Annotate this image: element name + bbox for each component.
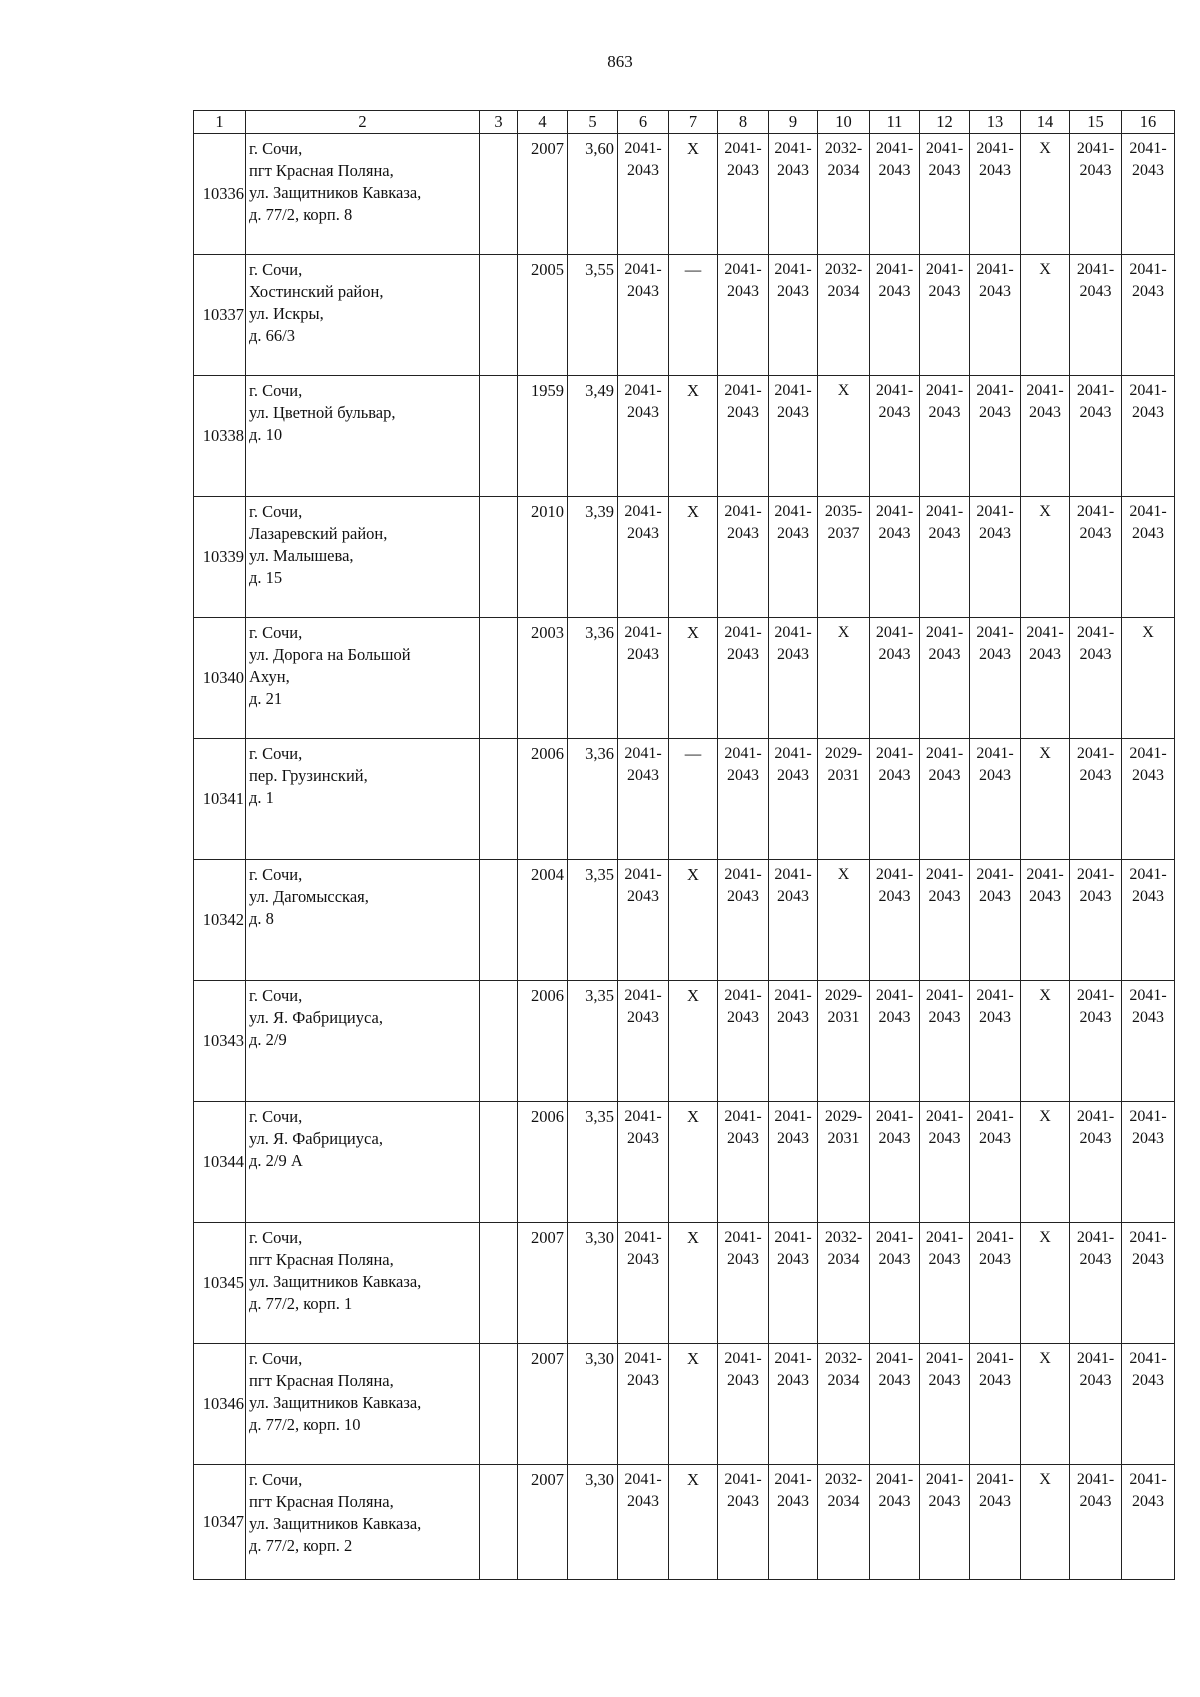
- col16-cell: 2041- 2043: [1122, 134, 1175, 255]
- col3-cell: [480, 376, 518, 497]
- register-table: [193, 110, 1175, 1580]
- value-cell: 3,60: [568, 134, 618, 255]
- col9-cell: 2041- 2043: [769, 739, 818, 860]
- address-cell: г. Сочи, пер. Грузинский, д. 1: [246, 739, 480, 860]
- col15-cell: 2041- 2043: [1070, 618, 1122, 739]
- col7-cell: X: [669, 497, 718, 618]
- col16-cell: 2041- 2043: [1122, 981, 1175, 1102]
- year-cell: 2006: [518, 739, 568, 860]
- col11-cell: 2041- 2043: [870, 860, 920, 981]
- col15-cell: 2041- 2043: [1070, 1102, 1122, 1223]
- col16-cell: 2041- 2043: [1122, 376, 1175, 497]
- address-cell: г. Сочи, ул. Цветной бульвар, д. 10: [246, 376, 480, 497]
- record-number: 10339: [194, 497, 246, 618]
- col8-cell: 2041- 2043: [718, 376, 769, 497]
- col12-cell: 2041- 2043: [920, 1223, 970, 1344]
- col7-cell: X: [669, 1465, 718, 1580]
- col9-cell: 2041- 2043: [769, 1465, 818, 1580]
- col3-cell: [480, 860, 518, 981]
- col7-cell: X: [669, 981, 718, 1102]
- col7-cell: X: [669, 134, 718, 255]
- year-cell: 2005: [518, 255, 568, 376]
- column-header: 2: [246, 111, 480, 134]
- col16-cell: 2041- 2043: [1122, 1465, 1175, 1580]
- col7-cell: X: [669, 376, 718, 497]
- col9-cell: 2041- 2043: [769, 1223, 818, 1344]
- col11-cell: 2041- 2043: [870, 255, 920, 376]
- col14-cell: 2041- 2043: [1021, 376, 1070, 497]
- col16-cell: 2041- 2043: [1122, 1102, 1175, 1223]
- column-header: 13: [970, 111, 1021, 134]
- col3-cell: [480, 618, 518, 739]
- column-header: 15: [1070, 111, 1122, 134]
- col10-cell: 2032- 2034: [818, 1344, 870, 1465]
- col12-cell: 2041- 2043: [920, 1465, 970, 1580]
- column-header: 14: [1021, 111, 1070, 134]
- value-cell: 3,35: [568, 1102, 618, 1223]
- col16-cell: 2041- 2043: [1122, 860, 1175, 981]
- col9-cell: 2041- 2043: [769, 981, 818, 1102]
- col14-cell: X: [1021, 739, 1070, 860]
- column-header-row: [194, 111, 1175, 134]
- col10-cell: 2035- 2037: [818, 497, 870, 618]
- column-header: 10: [818, 111, 870, 134]
- table-row: [194, 860, 1175, 981]
- col13-cell: 2041- 2043: [970, 860, 1021, 981]
- col8-cell: 2041- 2043: [718, 1223, 769, 1344]
- address-cell: г. Сочи, пгт Красная Поляна, ул. Защитников Кавказа, д. 77/2, корп. 10: [246, 1344, 480, 1465]
- table-row: [194, 255, 1175, 376]
- value-cell: 3,36: [568, 618, 618, 739]
- col8-cell: 2041- 2043: [718, 1102, 769, 1223]
- col12-cell: 2041- 2043: [920, 981, 970, 1102]
- col10-cell: 2032- 2034: [818, 255, 870, 376]
- table-row: [194, 1465, 1175, 1580]
- col7-cell: X: [669, 1102, 718, 1223]
- col16-cell: 2041- 2043: [1122, 739, 1175, 860]
- col12-cell: 2041- 2043: [920, 860, 970, 981]
- col3-cell: [480, 1102, 518, 1223]
- year-cell: 2006: [518, 981, 568, 1102]
- value-cell: 3,36: [568, 739, 618, 860]
- col15-cell: 2041- 2043: [1070, 376, 1122, 497]
- col12-cell: 2041- 2043: [920, 497, 970, 618]
- col6-cell: 2041- 2043: [618, 376, 669, 497]
- col8-cell: 2041- 2043: [718, 255, 769, 376]
- col12-cell: 2041- 2043: [920, 739, 970, 860]
- col11-cell: 2041- 2043: [870, 1102, 920, 1223]
- column-header: 16: [1122, 111, 1175, 134]
- record-number: 10341: [194, 739, 246, 860]
- col15-cell: 2041- 2043: [1070, 860, 1122, 981]
- record-number: 10336: [194, 134, 246, 255]
- col7-cell: X: [669, 1344, 718, 1465]
- col11-cell: 2041- 2043: [870, 134, 920, 255]
- col10-cell: 2029- 2031: [818, 981, 870, 1102]
- table-row: [194, 1102, 1175, 1223]
- col12-cell: 2041- 2043: [920, 134, 970, 255]
- col16-cell: 2041- 2043: [1122, 1223, 1175, 1344]
- col8-cell: 2041- 2043: [718, 497, 769, 618]
- col10-cell: 2032- 2034: [818, 1465, 870, 1580]
- column-header: 7: [669, 111, 718, 134]
- year-cell: 2007: [518, 1344, 568, 1465]
- col6-cell: 2041- 2043: [618, 860, 669, 981]
- col15-cell: 2041- 2043: [1070, 1344, 1122, 1465]
- col16-cell: 2041- 2043: [1122, 497, 1175, 618]
- col15-cell: 2041- 2043: [1070, 1223, 1122, 1344]
- col7-cell: X: [669, 860, 718, 981]
- col14-cell: 2041- 2043: [1021, 618, 1070, 739]
- col3-cell: [480, 981, 518, 1102]
- col3-cell: [480, 497, 518, 618]
- year-cell: 2004: [518, 860, 568, 981]
- col9-cell: 2041- 2043: [769, 497, 818, 618]
- year-cell: 2003: [518, 618, 568, 739]
- table-row: [194, 376, 1175, 497]
- value-cell: 3,30: [568, 1465, 618, 1580]
- address-cell: г. Сочи, ул. Дорога на Большой Ахун, д. 21: [246, 618, 480, 739]
- col8-cell: 2041- 2043: [718, 618, 769, 739]
- year-cell: 2010: [518, 497, 568, 618]
- col14-cell: X: [1021, 1465, 1070, 1580]
- col7-cell: X: [669, 1223, 718, 1344]
- col12-cell: 2041- 2043: [920, 1102, 970, 1223]
- col15-cell: 2041- 2043: [1070, 134, 1122, 255]
- col3-cell: [480, 134, 518, 255]
- column-header: 3: [480, 111, 518, 134]
- col10-cell: X: [818, 376, 870, 497]
- col12-cell: 2041- 2043: [920, 1344, 970, 1465]
- year-cell: 1959: [518, 376, 568, 497]
- record-number: 10344: [194, 1102, 246, 1223]
- year-cell: 2007: [518, 134, 568, 255]
- col3-cell: [480, 1223, 518, 1344]
- value-cell: 3,55: [568, 255, 618, 376]
- value-cell: 3,30: [568, 1223, 618, 1344]
- col10-cell: X: [818, 618, 870, 739]
- col8-cell: 2041- 2043: [718, 981, 769, 1102]
- col8-cell: 2041- 2043: [718, 739, 769, 860]
- col3-cell: [480, 739, 518, 860]
- col8-cell: 2041- 2043: [718, 1465, 769, 1580]
- col9-cell: 2041- 2043: [769, 618, 818, 739]
- col13-cell: 2041- 2043: [970, 376, 1021, 497]
- page-number: 863: [607, 52, 633, 71]
- address-cell: г. Сочи, пгт Красная Поляна, ул. Защитников Кавказа, д. 77/2, корп. 1: [246, 1223, 480, 1344]
- col11-cell: 2041- 2043: [870, 376, 920, 497]
- year-cell: 2006: [518, 1102, 568, 1223]
- col13-cell: 2041- 2043: [970, 1102, 1021, 1223]
- col10-cell: 2032- 2034: [818, 134, 870, 255]
- address-cell: г. Сочи, пгт Красная Поляна, ул. Защитников Кавказа, д. 77/2, корп. 2: [246, 1465, 480, 1580]
- col6-cell: 2041- 2043: [618, 255, 669, 376]
- address-cell: г. Сочи, ул. Я. Фабрициуса, д. 2/9: [246, 981, 480, 1102]
- value-cell: 3,39: [568, 497, 618, 618]
- col7-cell: —: [669, 739, 718, 860]
- col6-cell: 2041- 2043: [618, 497, 669, 618]
- col7-cell: —: [669, 255, 718, 376]
- col14-cell: X: [1021, 1223, 1070, 1344]
- col13-cell: 2041- 2043: [970, 1223, 1021, 1344]
- address-cell: г. Сочи, пгт Красная Поляна, ул. Защитников Кавказа, д. 77/2, корп. 8: [246, 134, 480, 255]
- col12-cell: 2041- 2043: [920, 618, 970, 739]
- col14-cell: X: [1021, 255, 1070, 376]
- col11-cell: 2041- 2043: [870, 497, 920, 618]
- col6-cell: 2041- 2043: [618, 1102, 669, 1223]
- col6-cell: 2041- 2043: [618, 739, 669, 860]
- year-cell: 2007: [518, 1465, 568, 1580]
- col10-cell: 2032- 2034: [818, 1223, 870, 1344]
- table-row: [194, 1223, 1175, 1344]
- col12-cell: 2041- 2043: [920, 255, 970, 376]
- value-cell: 3,30: [568, 1344, 618, 1465]
- col13-cell: 2041- 2043: [970, 618, 1021, 739]
- column-header: 4: [518, 111, 568, 134]
- col9-cell: 2041- 2043: [769, 1102, 818, 1223]
- col3-cell: [480, 255, 518, 376]
- col15-cell: 2041- 2043: [1070, 1465, 1122, 1580]
- col9-cell: 2041- 2043: [769, 255, 818, 376]
- col14-cell: X: [1021, 497, 1070, 618]
- address-cell: г. Сочи, ул. Дагомысская, д. 8: [246, 860, 480, 981]
- address-cell: г. Сочи, Лазаревский район, ул. Малышева, д. 15: [246, 497, 480, 618]
- col8-cell: 2041- 2043: [718, 134, 769, 255]
- col15-cell: 2041- 2043: [1070, 497, 1122, 618]
- col8-cell: 2041- 2043: [718, 860, 769, 981]
- col16-cell: 2041- 2043: [1122, 255, 1175, 376]
- col14-cell: X: [1021, 1102, 1070, 1223]
- value-cell: 3,35: [568, 981, 618, 1102]
- record-number: 10347: [194, 1465, 246, 1580]
- col9-cell: 2041- 2043: [769, 376, 818, 497]
- col12-cell: 2041- 2043: [920, 376, 970, 497]
- column-header: 8: [718, 111, 769, 134]
- col7-cell: X: [669, 618, 718, 739]
- column-header: 1: [194, 111, 246, 134]
- col13-cell: 2041- 2043: [970, 497, 1021, 618]
- col10-cell: X: [818, 860, 870, 981]
- col6-cell: 2041- 2043: [618, 1344, 669, 1465]
- col13-cell: 2041- 2043: [970, 739, 1021, 860]
- table-row: [194, 497, 1175, 618]
- col16-cell: 2041- 2043: [1122, 1344, 1175, 1465]
- col11-cell: 2041- 2043: [870, 739, 920, 860]
- col11-cell: 2041- 2043: [870, 1344, 920, 1465]
- column-header: 11: [870, 111, 920, 134]
- col15-cell: 2041- 2043: [1070, 739, 1122, 860]
- address-cell: г. Сочи, ул. Я. Фабрициуса, д. 2/9 А: [246, 1102, 480, 1223]
- col14-cell: X: [1021, 981, 1070, 1102]
- col8-cell: 2041- 2043: [718, 1344, 769, 1465]
- col13-cell: 2041- 2043: [970, 1465, 1021, 1580]
- record-number: 10342: [194, 860, 246, 981]
- col13-cell: 2041- 2043: [970, 134, 1021, 255]
- col9-cell: 2041- 2043: [769, 134, 818, 255]
- col11-cell: 2041- 2043: [870, 618, 920, 739]
- col3-cell: [480, 1344, 518, 1465]
- col6-cell: 2041- 2043: [618, 618, 669, 739]
- col14-cell: 2041- 2043: [1021, 860, 1070, 981]
- record-number: 10346: [194, 1344, 246, 1465]
- table-row: [194, 134, 1175, 255]
- col10-cell: 2029- 2031: [818, 739, 870, 860]
- year-cell: 2007: [518, 1223, 568, 1344]
- record-number: 10345: [194, 1223, 246, 1344]
- col13-cell: 2041- 2043: [970, 1344, 1021, 1465]
- col14-cell: X: [1021, 134, 1070, 255]
- record-number: 10338: [194, 376, 246, 497]
- address-cell: г. Сочи, Хостинский район, ул. Искры, д. 66/3: [246, 255, 480, 376]
- column-header: 5: [568, 111, 618, 134]
- col9-cell: 2041- 2043: [769, 860, 818, 981]
- col13-cell: 2041- 2043: [970, 255, 1021, 376]
- col6-cell: 2041- 2043: [618, 134, 669, 255]
- col6-cell: 2041- 2043: [618, 981, 669, 1102]
- col10-cell: 2029- 2031: [818, 1102, 870, 1223]
- col6-cell: 2041- 2043: [618, 1223, 669, 1344]
- col11-cell: 2041- 2043: [870, 1465, 920, 1580]
- col9-cell: 2041- 2043: [769, 1344, 818, 1465]
- record-number: 10337: [194, 255, 246, 376]
- record-number: 10343: [194, 981, 246, 1102]
- col16-cell: X: [1122, 618, 1175, 739]
- table-row: [194, 739, 1175, 860]
- table-row: [194, 618, 1175, 739]
- column-header: 6: [618, 111, 669, 134]
- col11-cell: 2041- 2043: [870, 1223, 920, 1344]
- table-row: [194, 1344, 1175, 1465]
- col11-cell: 2041- 2043: [870, 981, 920, 1102]
- col3-cell: [480, 1465, 518, 1580]
- col15-cell: 2041- 2043: [1070, 981, 1122, 1102]
- col6-cell: 2041- 2043: [618, 1465, 669, 1580]
- table-row: [194, 981, 1175, 1102]
- value-cell: 3,35: [568, 860, 618, 981]
- col13-cell: 2041- 2043: [970, 981, 1021, 1102]
- value-cell: 3,49: [568, 376, 618, 497]
- col15-cell: 2041- 2043: [1070, 255, 1122, 376]
- column-header: 9: [769, 111, 818, 134]
- col14-cell: X: [1021, 1344, 1070, 1465]
- record-number: 10340: [194, 618, 246, 739]
- column-header: 12: [920, 111, 970, 134]
